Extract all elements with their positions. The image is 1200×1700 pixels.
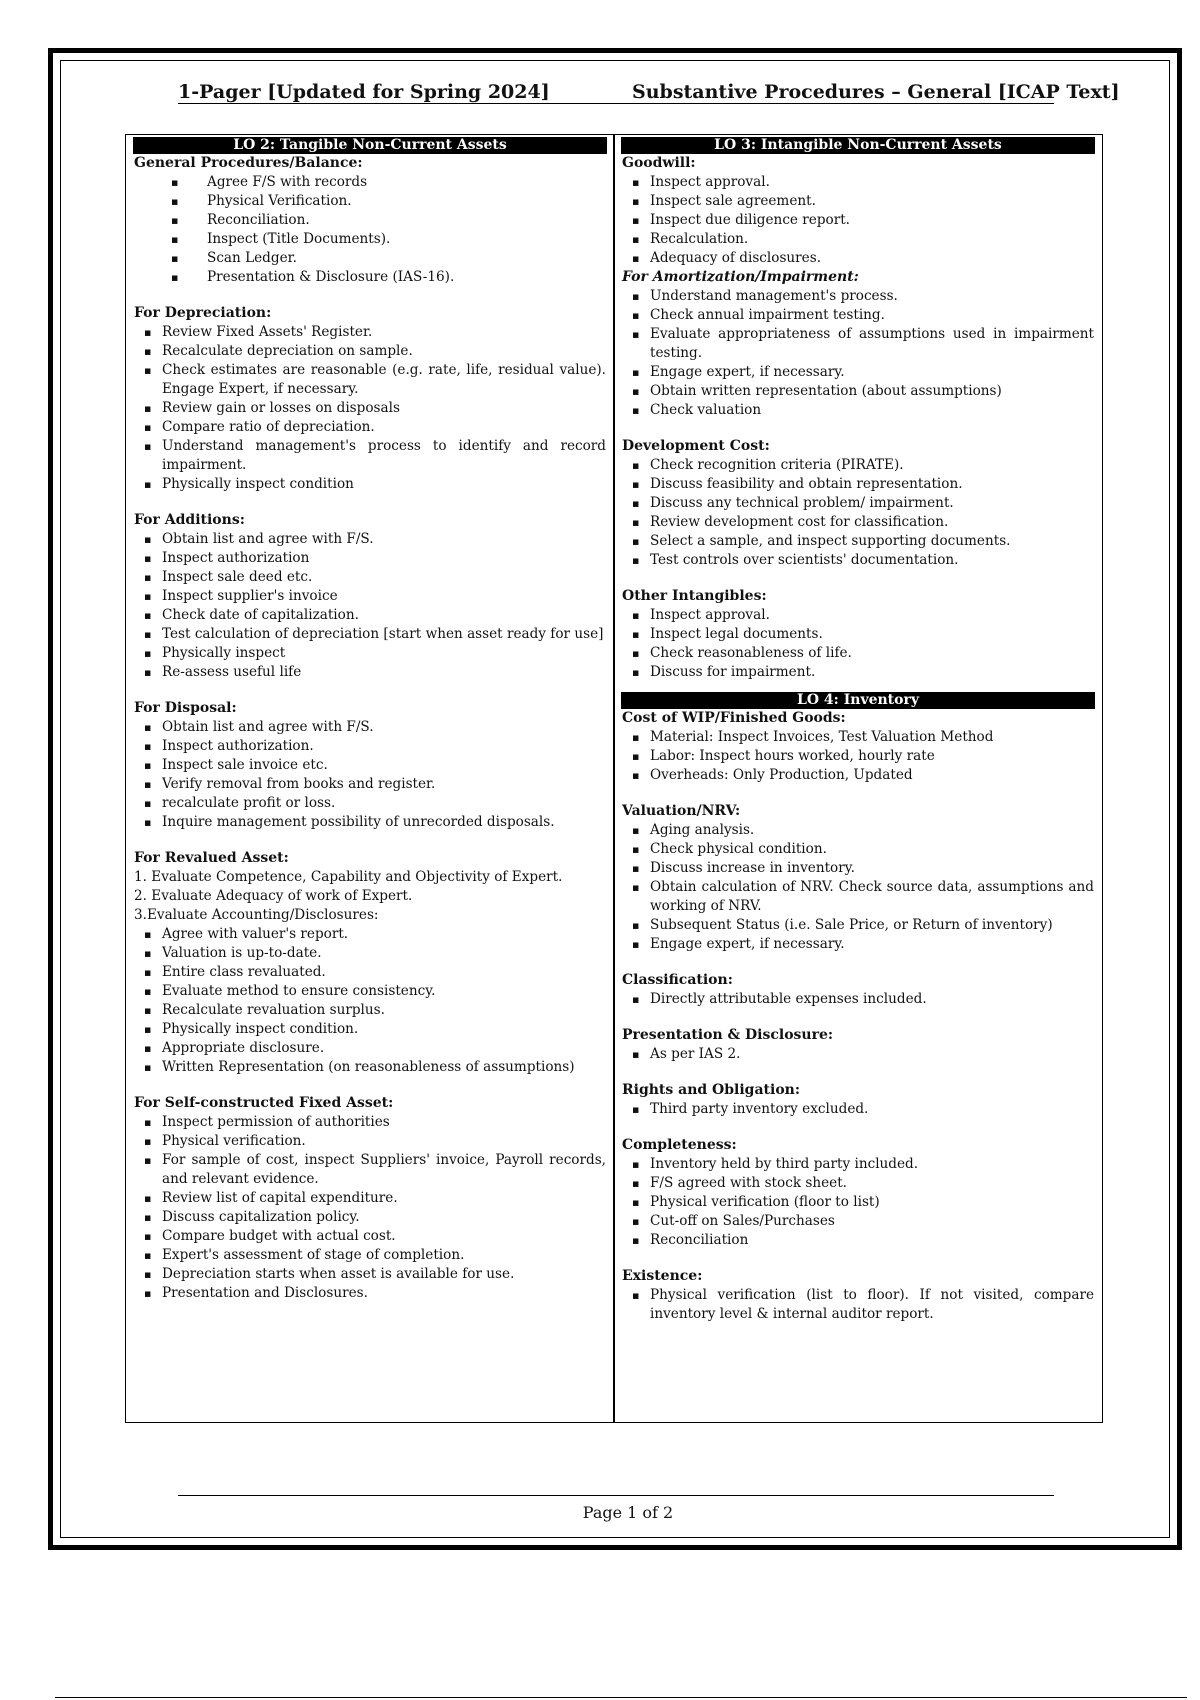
list-item: ▪ Recalculate revaluation surplus.: [134, 1001, 606, 1020]
list-item: ▪ Labor: Inspect hours worked, hourly rate: [622, 747, 1094, 766]
list-item: ▪ Physical Verification.: [134, 192, 606, 211]
list-item: ▪ Engage expert, if necessary.: [622, 935, 1094, 954]
list-item: ▪ Physically inspect condition: [134, 475, 606, 494]
list-item: ▪ Check physical condition.: [622, 840, 1094, 859]
list-item: ▪ Discuss for impairment.: [622, 663, 1094, 682]
list-item: ▪ Check estimates are reasonable (e.g. rate, life, residual value). Engage Expert, if necessary.: [134, 361, 606, 399]
section-depreciation: [134, 304, 606, 494]
list-item: ▪ Directly attributable expenses included.: [622, 990, 1094, 1009]
section-development: [622, 437, 1094, 570]
list-item: ▪ Reconciliation: [622, 1231, 1094, 1250]
list-item: ▪ Compare ratio of depreciation.: [134, 418, 606, 437]
lo4-title-bar: LO 4: Inventory: [621, 692, 1095, 709]
page-number: Page 1 of 2: [582, 1503, 674, 1522]
list-item: ▪ Physically inspect condition.: [134, 1020, 606, 1039]
list-item: ▪ Check date of capitalization.: [134, 606, 606, 625]
list-item: ▪ Obtain calculation of NRV. Check source data, assumptions and working of NRV.: [622, 878, 1094, 916]
section-title: Presentation & Disclosure:: [622, 1027, 834, 1043]
list-item: ▪ Material: Inspect Invoices, Test Valuation Method: [622, 728, 1094, 747]
list-item: ▪ Recalculation.: [622, 230, 1094, 249]
list-item: ▪ Inspect sale invoice etc.: [134, 756, 606, 775]
list-item: ▪ recalculate profit or loss.: [134, 794, 606, 813]
list-item: ▪ Obtain list and agree with F/S.: [134, 530, 606, 549]
page-border: [48, 48, 1182, 1550]
section-title: For Additions:: [134, 512, 245, 528]
lo2-title-bar: LO 2: Tangible Non-Current Assets: [133, 137, 607, 154]
section-disposal: [134, 699, 606, 832]
lo3-title-bar: LO 3: Intangible Non-Current Assets: [621, 137, 1095, 154]
list-item: ▪ Test controls over scientists' documentation.: [622, 551, 1094, 570]
section-cost: [622, 709, 1094, 785]
list-item: ▪ Physical verification (floor to list): [622, 1193, 1094, 1212]
list-item: ▪ Verify removal from books and register.: [134, 775, 606, 794]
section-title: For Amortization/Impairment:: [622, 269, 859, 285]
list-item: ▪ Re-assess useful life: [134, 663, 606, 682]
list-item: ▪ Understand management's process to identify and record impairment.: [134, 437, 606, 475]
list-item: ▪ Expert's assessment of stage of completion.: [134, 1246, 606, 1265]
list-item: ▪ Obtain written representation (about assumptions): [622, 382, 1094, 401]
list-item: ▪ Inventory held by third party included.: [622, 1155, 1094, 1174]
list-item: ▪ Scan Ledger.: [134, 249, 606, 268]
header-left: 1-Pager [Updated for Spring 2024]: [178, 81, 550, 103]
list-item: ▪ Review list of capital expenditure.: [134, 1189, 606, 1208]
section-classification: [622, 971, 1094, 1009]
list-item: ▪ F/S agreed with stock sheet.: [622, 1174, 1094, 1193]
section-goodwill: [622, 154, 1094, 420]
section-title: Development Cost:: [622, 438, 770, 454]
list-item: ▪ Discuss capitalization policy.: [134, 1208, 606, 1227]
list-item: ▪ Inspect sale deed etc.: [134, 568, 606, 587]
list-item: ▪ For sample of cost, inspect Suppliers' invoice, Payroll records, and relevant evidence.: [134, 1151, 606, 1189]
list-item: ▪ Test calculation of depreciation [start when asset ready for use]: [134, 625, 606, 644]
section-other-intangibles: [622, 587, 1094, 682]
list-item: ▪ Check annual impairment testing.: [622, 306, 1094, 325]
section-title: For Self-constructed Fixed Asset:: [134, 1095, 394, 1111]
list-item: ▪ Agree F/S with records: [134, 173, 606, 192]
section-title: Classification:: [622, 972, 733, 988]
list-item: ▪ Inspect sale agreement.: [622, 192, 1094, 211]
numbered-line: 1. Evaluate Competence, Capability and Objectivity of Expert.: [134, 869, 563, 885]
list-item: ▪ Valuation is up-to-date.: [134, 944, 606, 963]
list-item: ▪ Select a sample, and inspect supporting documents.: [622, 532, 1094, 551]
list-item: ▪ As per IAS 2.: [622, 1045, 1094, 1064]
footer-rule: [178, 1495, 1054, 1496]
section-title: Cost of WIP/Finished Goods:: [622, 710, 846, 726]
section-title: Rights and Obligation:: [622, 1082, 801, 1098]
section-revalued: [134, 849, 606, 1077]
list-item: ▪ Physical verification.: [134, 1132, 606, 1151]
section-existence: [622, 1267, 1094, 1324]
section-self-constructed: [134, 1094, 606, 1303]
list-item: ▪ Check reasonableness of life.: [622, 644, 1094, 663]
list-item: ▪ Adequacy of disclosures.: [622, 249, 1094, 268]
section-title: For Revalued Asset:: [134, 850, 289, 866]
list-item: ▪ Aging analysis.: [622, 821, 1094, 840]
numbered-line: 2. Evaluate Adequacy of work of Expert.: [134, 888, 413, 904]
list-item: ▪ Inspect permission of authorities: [134, 1113, 606, 1132]
list-item: ▪ Inquire management possibility of unrecorded disposals.: [134, 813, 606, 832]
left-column: [134, 137, 606, 1303]
list-item: ▪ Evaluate appropriateness of assumptions used in impairment testing.: [622, 325, 1094, 363]
list-item: ▪ Entire class revaluated.: [134, 963, 606, 982]
section-title: Other Intangibles:: [622, 588, 767, 604]
header-rule: [178, 103, 1054, 104]
list-item: ▪ Physically inspect: [134, 644, 606, 663]
list-item: ▪ Inspect approval.: [622, 606, 1094, 625]
list-item: ▪ Engage expert, if necessary.: [622, 363, 1094, 382]
list-item: ▪ Physical verification (list to floor). If not visited, compare inventory level & internal auditor report.: [622, 1286, 1094, 1324]
section-additions: [134, 511, 606, 682]
section-general: [134, 154, 606, 287]
section-completeness: [622, 1136, 1094, 1250]
list-item: ▪ Inspect supplier's invoice: [134, 587, 606, 606]
list-item: ▪ Obtain list and agree with F/S.: [134, 718, 606, 737]
list-item: ▪ Check valuation: [622, 401, 1094, 420]
content-table: [125, 134, 1103, 1423]
list-item: ▪ Inspect (Title Documents).: [134, 230, 606, 249]
list-item: ▪ Inspect authorization.: [134, 737, 606, 756]
section-rights: [622, 1081, 1094, 1119]
bottom-rule: [55, 1697, 1187, 1698]
section-title: Goodwill:: [622, 155, 696, 171]
section-title: For Disposal:: [134, 700, 237, 716]
list-item: ▪ Inspect legal documents.: [622, 625, 1094, 644]
list-item: ▪ Presentation and Disclosures.: [134, 1284, 606, 1303]
list-item: ▪ Review Fixed Assets' Register.: [134, 323, 606, 342]
list-item: ▪ Discuss increase in inventory.: [622, 859, 1094, 878]
list-item: ▪ Overheads: Only Production, Updated: [622, 766, 1094, 785]
section-title: Valuation/NRV:: [622, 803, 741, 819]
list-item: ▪ Cut-off on Sales/Purchases: [622, 1212, 1094, 1231]
list-item: ▪ Evaluate method to ensure consistency.: [134, 982, 606, 1001]
list-item: ▪ Review development cost for classification.: [622, 513, 1094, 532]
list-item: ▪ Presentation & Disclosure (IAS-16).: [134, 268, 606, 287]
right-column: [622, 137, 1094, 1324]
section-title: Completeness:: [622, 1137, 737, 1153]
section-title: Existence:: [622, 1268, 703, 1284]
section-title: For Depreciation:: [134, 305, 272, 321]
section-valuation: [622, 802, 1094, 954]
list-item: ▪ Inspect authorization: [134, 549, 606, 568]
list-item: ▪ Check recognition criteria (PIRATE).: [622, 456, 1094, 475]
list-item: ▪ Inspect due diligence report.: [622, 211, 1094, 230]
list-item: ▪ Appropriate disclosure.: [134, 1039, 606, 1058]
list-item: ▪ Reconciliation.: [134, 211, 606, 230]
numbered-line: 3.Evaluate Accounting/Disclosures:: [134, 907, 379, 923]
list-item: ▪ Inspect approval.: [622, 173, 1094, 192]
list-item: ▪ Review gain or losses on disposals: [134, 399, 606, 418]
header-right: Substantive Procedures – General [ICAP Text]: [632, 81, 1120, 103]
column-divider: [613, 135, 615, 1422]
list-item: ▪ Third party inventory excluded.: [622, 1100, 1094, 1119]
list-item: ▪ Subsequent Status (i.e. Sale Price, or Return of inventory): [622, 916, 1094, 935]
page-inner-border: [60, 60, 1170, 1538]
list-item: ▪ Written Representation (on reasonableness of assumptions): [134, 1058, 606, 1077]
list-item: ▪ Agree with valuer's report.: [134, 925, 606, 944]
list-item: ▪ Compare budget with actual cost.: [134, 1227, 606, 1246]
list-item: ▪ Depreciation starts when asset is available for use.: [134, 1265, 606, 1284]
section-presentation: [622, 1026, 1094, 1064]
list-item: ▪ Discuss any technical problem/ impairment.: [622, 494, 1094, 513]
list-item: ▪ Recalculate depreciation on sample.: [134, 342, 606, 361]
list-item: ▪ Understand management's process.: [622, 287, 1094, 306]
section-title: General Procedures/Balance:: [134, 155, 363, 171]
list-item: ▪ Discuss feasibility and obtain representation.: [622, 475, 1094, 494]
